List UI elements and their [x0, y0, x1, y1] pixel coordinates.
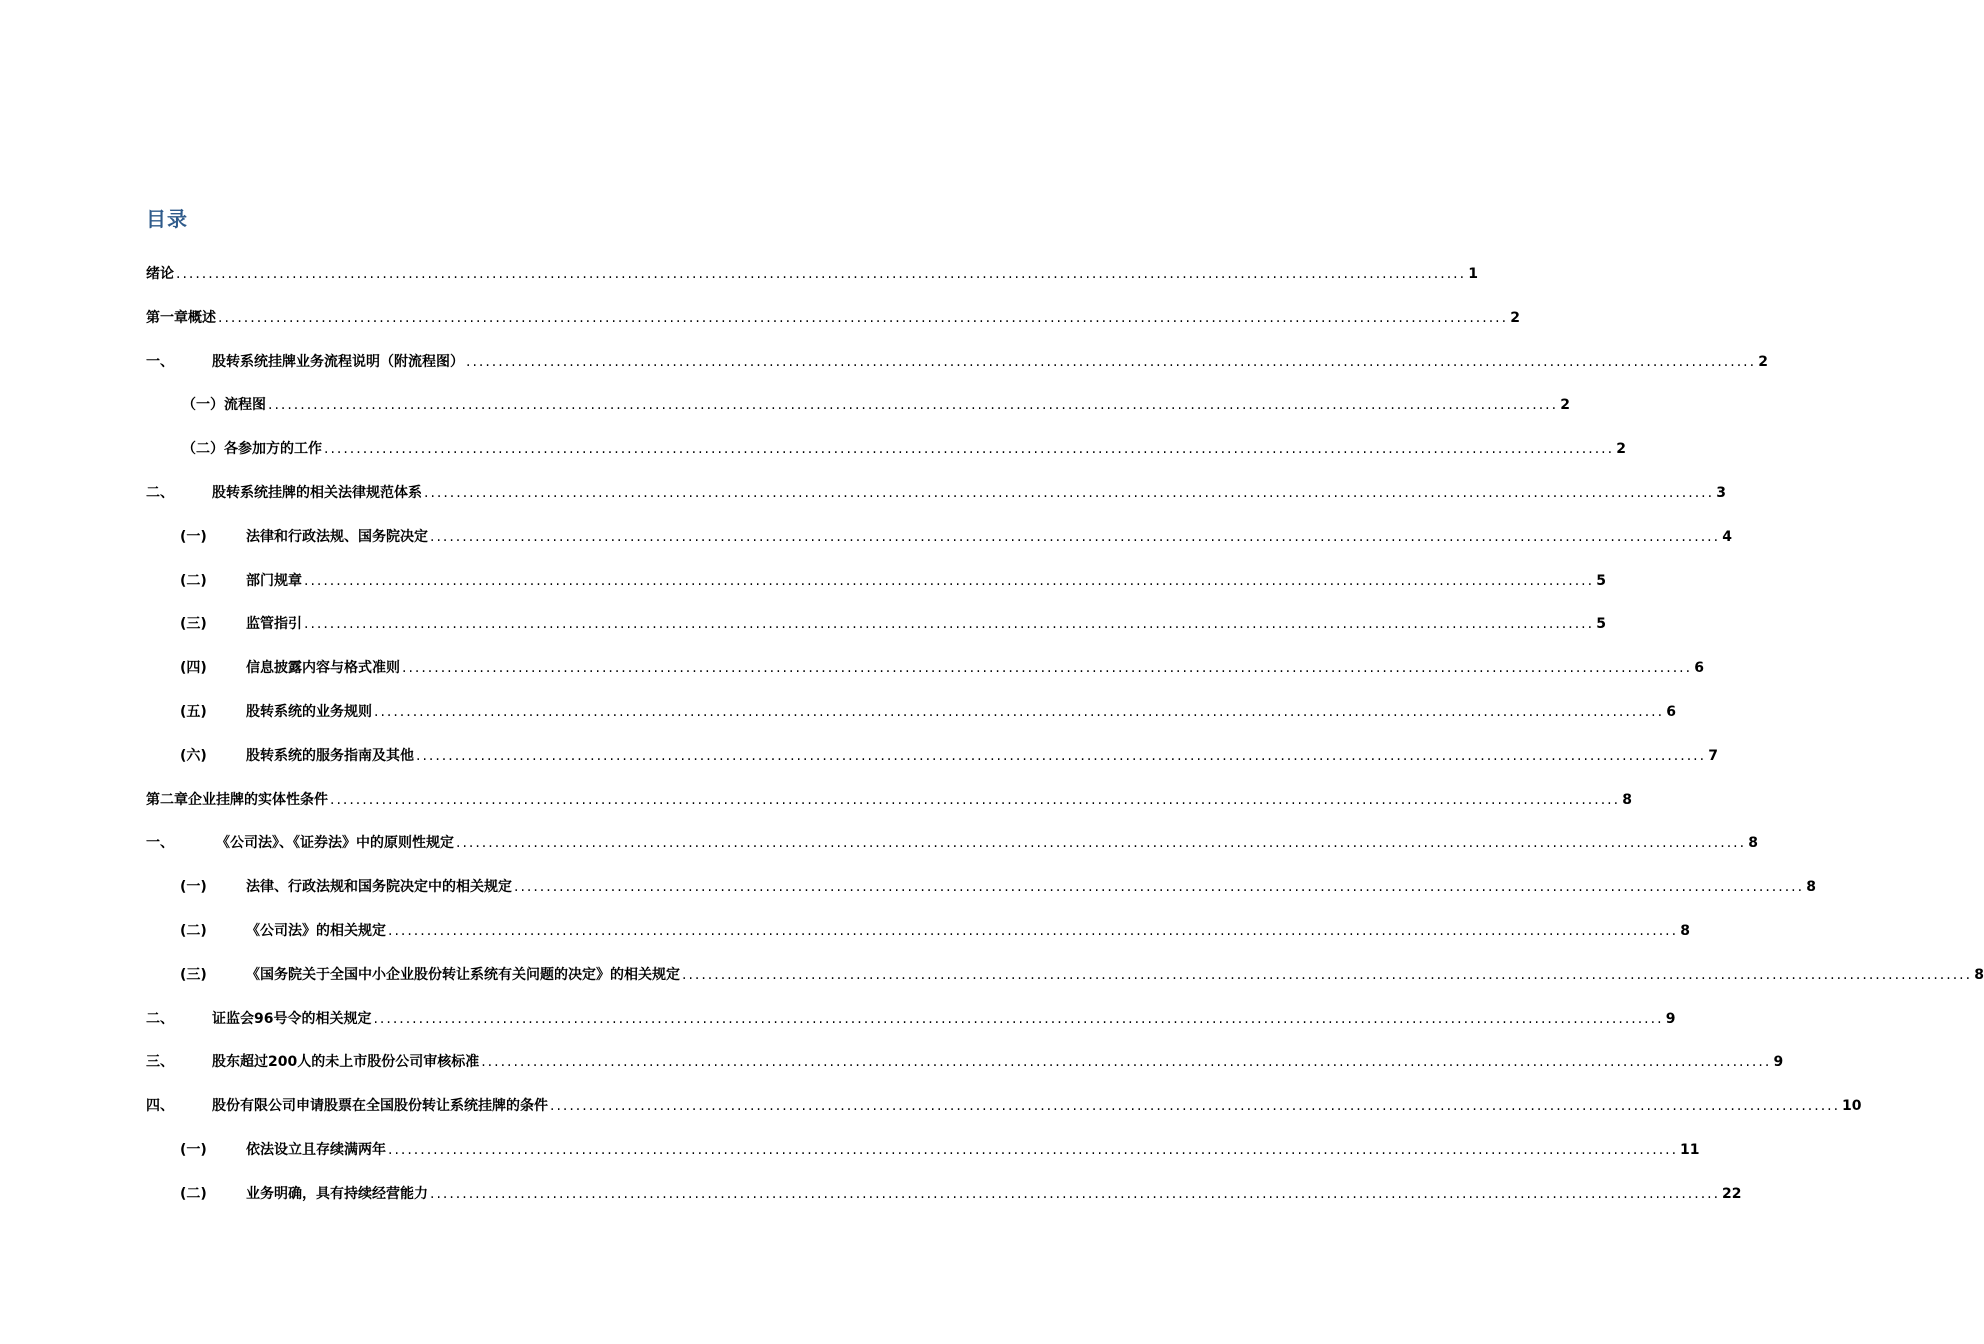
- toc-entry-page: 2: [1758, 353, 1769, 370]
- toc-entry-number: (三): [180, 616, 207, 633]
- toc-entry-text: 监管指引: [246, 616, 302, 633]
- toc-entry-page: 8: [1974, 966, 1984, 983]
- toc-entry-page: 8: [1806, 879, 1817, 896]
- toc-entry[interactable]: [146, 1095, 1862, 1117]
- toc-entry-number: (六): [180, 747, 207, 764]
- toc-entry-page: 3: [1716, 485, 1727, 501]
- toc-entry-text: 股转系统的服务指南及其他: [246, 747, 414, 764]
- toc-entry-number: (五): [180, 704, 207, 720]
- toc-leader-dots: ........................................................................................................................................................................................................: [550, 1098, 1841, 1115]
- toc-entry[interactable]: [180, 964, 1984, 986]
- toc-leader-dots: ........................................................................................................................................................................................................: [374, 704, 1665, 720]
- toc-leader-dots: ........................................................................................................................................................................................................: [388, 1142, 1679, 1158]
- toc-entry-page: 9: [1773, 1054, 1784, 1071]
- toc-entry[interactable]: [146, 307, 1521, 329]
- toc-entry[interactable]: [146, 1008, 1676, 1030]
- toc-entry-text: 股转系统的业务规则: [246, 704, 372, 720]
- toc-entry-text: 股转系统挂牌的相关法律规范体系: [212, 485, 422, 501]
- toc-entry[interactable]: [180, 701, 1677, 723]
- toc-leader-dots: ........................................................................................................................................................................................................: [424, 485, 1715, 501]
- toc-entry[interactable]: [180, 745, 1719, 767]
- toc-entry-page: 8: [1748, 835, 1759, 852]
- toc-entry-page: 5: [1596, 616, 1607, 633]
- toc-entry-number: (三): [180, 966, 207, 983]
- toc-entry[interactable]: [180, 920, 1691, 942]
- toc-leader-dots: ........................................................................................................................................................................................................: [373, 1010, 1664, 1027]
- toc-entry-number: 三、: [146, 1054, 174, 1071]
- toc-entry-text: 《国务院关于全国中小企业股份转让系统有关问题的决定》的相关规定: [246, 966, 680, 983]
- toc-entry-text: 法律、行政法规和国务院决定中的相关规定: [246, 879, 512, 896]
- toc-leader-dots: ........................................................................................................................................................................................................: [330, 791, 1621, 808]
- toc-leader-dots: ........................................................................................................................................................................................................: [176, 266, 1467, 282]
- toc-entry-text: 股东超过200人的未上市股份公司审核标准: [212, 1054, 480, 1071]
- toc-entry-page: 22: [1722, 1185, 1742, 1202]
- toc-entry-text: 第一章概述: [146, 309, 216, 326]
- toc-leader-dots: ........................................................................................................................................................................................................: [402, 660, 1693, 677]
- toc-leader-dots: ........................................................................................................................................................................................................: [514, 879, 1805, 896]
- toc-entry-page: 8: [1680, 923, 1691, 939]
- toc-entry[interactable]: [180, 526, 1733, 548]
- toc-entry-number: (一): [180, 1142, 207, 1158]
- toc-entry-number: (二): [180, 923, 207, 939]
- toc-entry[interactable]: [180, 1183, 1742, 1205]
- toc-entry-text: 依法设立且存续满两年: [246, 1142, 386, 1158]
- toc-entry-number: (四): [180, 660, 207, 677]
- toc-leader-dots: ........................................................................................................................................................................................................: [481, 1054, 1772, 1071]
- toc-entry-text: 第二章企业挂牌的实体性条件: [146, 791, 328, 808]
- toc-entry-page: 8: [1622, 791, 1633, 808]
- toc-entry-number: (一): [180, 879, 207, 896]
- toc-entry-page: 2: [1616, 441, 1627, 458]
- toc-entry-text: 信息披露内容与格式准则: [246, 660, 400, 677]
- toc-entry-page: 2: [1510, 309, 1521, 326]
- toc-entry[interactable]: [146, 1051, 1784, 1073]
- toc-entry-page: 10: [1842, 1098, 1862, 1115]
- toc-leader-dots: ........................................................................................................................................................................................................: [218, 309, 1509, 326]
- toc-entry[interactable]: [146, 263, 1479, 285]
- toc-entry[interactable]: [146, 832, 1759, 854]
- toc-leader-dots: ........................................................................................................................................................................................................: [456, 835, 1747, 852]
- toc-entry-page: 4: [1722, 528, 1733, 545]
- toc-entry-page: 11: [1680, 1142, 1700, 1158]
- toc-entry[interactable]: [180, 613, 1607, 635]
- toc-entry-page: 6: [1666, 704, 1677, 720]
- toc-entry[interactable]: [180, 657, 1705, 679]
- toc-entry-number: 一、: [146, 835, 174, 852]
- toc-entry[interactable]: [182, 438, 1627, 460]
- toc-entry-text: 法律和行政法规、国务院决定: [246, 528, 428, 545]
- toc-entry-page: 6: [1694, 660, 1705, 677]
- toc-entry-text: 股转系统挂牌业务流程说明（附流程图）: [212, 353, 464, 370]
- toc-entry[interactable]: [146, 789, 1633, 811]
- toc-leader-dots: ........................................................................................................................................................................................................: [466, 353, 1757, 370]
- toc-leader-dots: ........................................................................................................................................................................................................: [682, 966, 1973, 983]
- toc-entry-text: 绪论: [146, 266, 174, 282]
- toc-entry-page: 7: [1708, 747, 1719, 764]
- toc-leader-dots: ........................................................................................................................................................................................................: [416, 747, 1707, 764]
- toc-entry-page: 2: [1560, 397, 1571, 414]
- toc-entry-number: (二): [180, 572, 207, 589]
- toc-entry-number: 四、: [146, 1098, 174, 1115]
- toc-leader-dots: ........................................................................................................................................................................................................: [304, 616, 1595, 633]
- toc-entry-text: 《公司法》的相关规定: [246, 923, 386, 939]
- toc-entry-page: 5: [1596, 572, 1607, 589]
- toc-entry-text: 证监会96号令的相关规定: [212, 1010, 372, 1027]
- toc-entry-number: 一、: [146, 353, 174, 370]
- toc-leader-dots: ........................................................................................................................................................................................................: [430, 1185, 1721, 1202]
- toc-title: 目录: [146, 207, 188, 231]
- toc-entry-page: 9: [1665, 1010, 1676, 1027]
- toc-leader-dots: ........................................................................................................................................................................................................: [430, 528, 1721, 545]
- toc-entry[interactable]: [180, 876, 1817, 898]
- toc-leader-dots: ........................................................................................................................................................................................................: [304, 572, 1595, 589]
- toc-entry-page: 1: [1468, 266, 1479, 282]
- toc-entry[interactable]: [146, 482, 1727, 504]
- toc-entry-number: 二、: [146, 1010, 174, 1027]
- toc-entry[interactable]: [180, 570, 1607, 592]
- toc-entry-text: 业务明确，具有持续经营能力: [246, 1185, 428, 1202]
- toc-leader-dots: ........................................................................................................................................................................................................: [268, 397, 1559, 414]
- toc-entry[interactable]: [146, 351, 1769, 373]
- toc-entry-text: （二）各参加方的工作: [182, 441, 322, 458]
- toc-entry[interactable]: [182, 394, 1571, 416]
- toc-entry-text: （一）流程图: [182, 397, 266, 414]
- toc-entry-text: 《公司法》、《证券法》中的原则性规定: [216, 835, 454, 852]
- toc-entry[interactable]: [180, 1139, 1700, 1161]
- toc-entry-number: (一): [180, 528, 207, 545]
- toc-entry-text: 股份有限公司申请股票在全国股份转让系统挂牌的条件: [212, 1098, 548, 1115]
- toc-leader-dots: ........................................................................................................................................................................................................: [388, 923, 1679, 939]
- toc-entry-text: 部门规章: [246, 572, 302, 589]
- toc-entry-number: (二): [180, 1185, 207, 1202]
- toc-entry-number: 二、: [146, 485, 174, 501]
- toc-leader-dots: ........................................................................................................................................................................................................: [324, 441, 1615, 458]
